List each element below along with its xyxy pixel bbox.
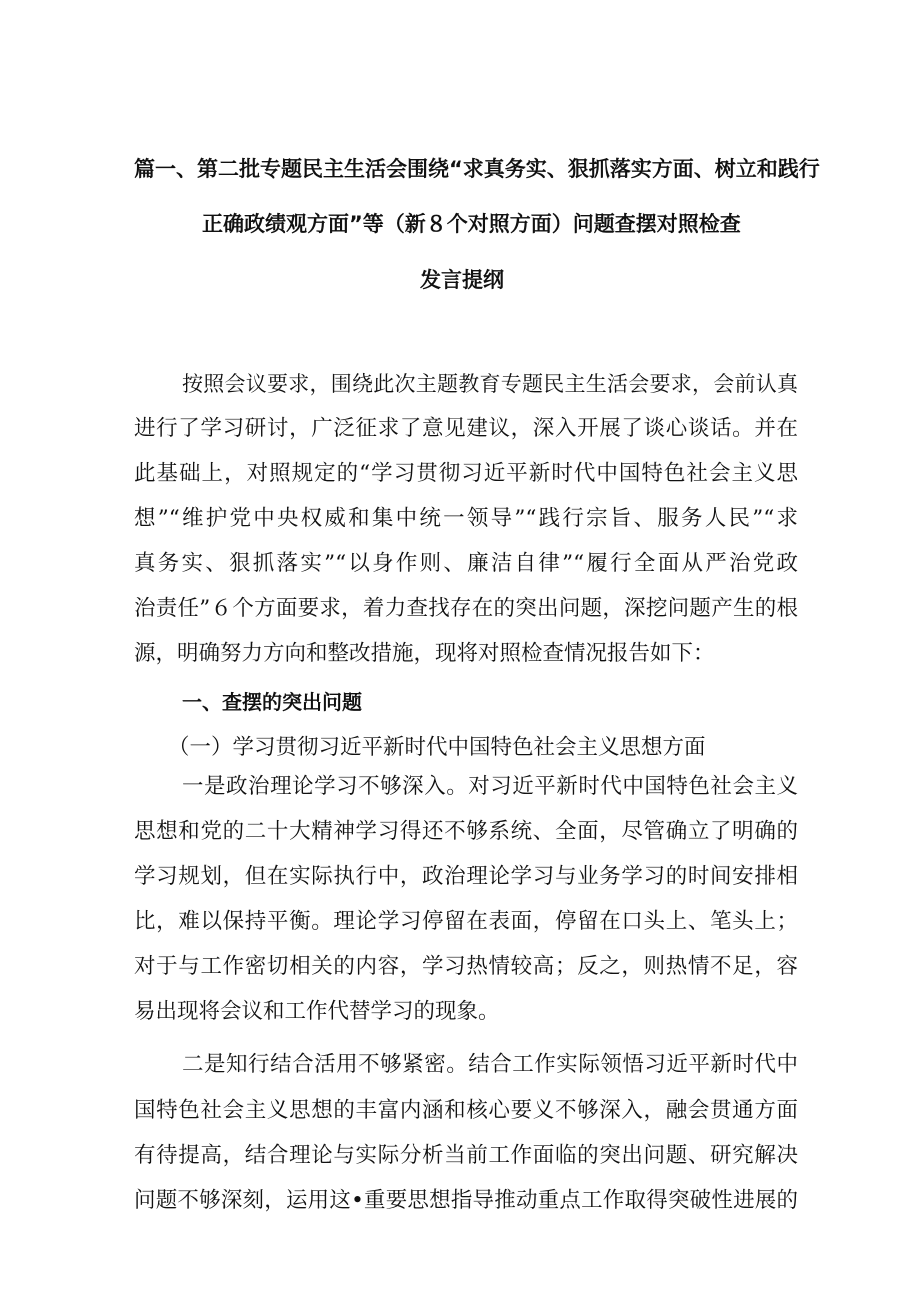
intro-line: 按照会议要求，围绕此次主题教育专题民主生活会要求，会前认真 [182, 372, 798, 396]
intro-line: 想”“维护党中央权威和集中统一领导”“践行宗旨、服务人民”“求 [134, 506, 798, 531]
intro-line: 真务实、狠抓落实”“以身作则、廉洁自律”“履行全面从严治党政 [134, 551, 798, 576]
intro-line: 进行了学习研讨，广泛征求了意见建议，深入开展了谈心谈话。并在 [134, 416, 798, 441]
subsection-heading: （一）学习贯彻习近平新时代中国特色社会主义思想方面 [168, 735, 706, 760]
paragraph-line: 国特色社会主义思想的丰富内涵和核心要义不够深入，融会贯通方面 [134, 1098, 798, 1123]
document-title-line-3: 发言提纲 [420, 268, 504, 292]
paragraph-line: 有待提高，结合理论与实际分析当前工作面临的突出问题、研究解决 [134, 1143, 798, 1168]
paragraph-line: 问题不够深刻，运用这•重要思想指导推动重点工作取得突破性进展的 [134, 1188, 798, 1213]
paragraph-line: 比，难以保持平衡。理论学习停留在表面，停留在口头上、笔头上； [134, 909, 798, 934]
section-heading: 一、查摆的突出问题 [182, 690, 362, 714]
paragraph-line: 易出现将会议和工作代替学习的现象。 [134, 999, 500, 1024]
paragraph-line: 一是政治理论学习不够深入。对习近平新时代中国特色社会主义 [182, 774, 798, 799]
intro-line: 此基础上，对照规定的“学习贯彻习近平新时代中国特色社会主义思 [134, 461, 798, 486]
intro-line: 治责任”６个方面要求，着力查找存在的突出问题，深挖问题产生的根 [134, 596, 798, 621]
paragraph-line: 二是知行结合活用不够紧密。结合工作实际领悟习近平新时代中 [182, 1052, 798, 1077]
document-title-line-1: 篇一、第二批专题民主生活会围绕“求真务实、狠抓落实方面、树立和践行 [134, 157, 820, 181]
paragraph-line: 思想和党的二十大精神学习得还不够系统、全面，尽管确立了明确的 [134, 819, 798, 844]
paragraph-line: 学习规划，但在实际执行中，政治理论学习与业务学习的时间安排相 [134, 864, 798, 889]
intro-line: 源，明确努力方向和整改措施，现将对照检查情况报告如下： [134, 641, 715, 666]
document-title-line-2: 正确政绩观方面”等（新８个对照方面）问题查摆对照检查 [202, 212, 741, 236]
paragraph-line: 对于与工作密切相关的内容，学习热情较高；反之，则热情不足，容 [134, 954, 798, 979]
